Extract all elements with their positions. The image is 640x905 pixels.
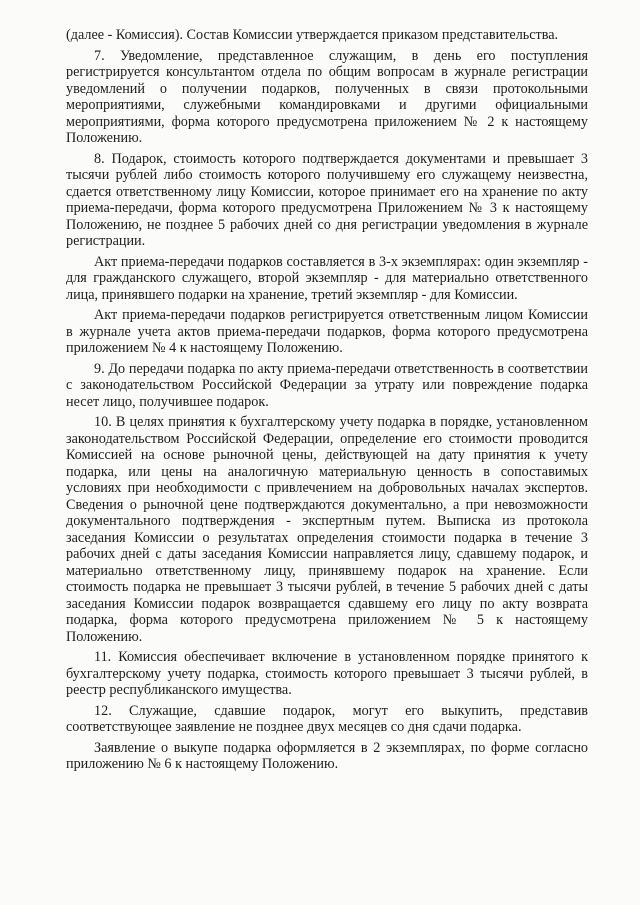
paragraph-9-responsibility: 9. До передачи подарка по акту приема-передачи ответственность в соответствии с законодательством Российской Федерации за утрату или повреждение подарка несет лицо, получившее подарок. <box>66 360 588 410</box>
paragraph-act-copies: Акт приема-передачи подарков составляется в 3-х экземплярах: один экземпляр - для гражданского служащего, второй экземпляр - для материально ответственного лица, принявшего подарки на хранение, третий экземпляр - для Комиссии. <box>66 253 588 303</box>
paragraph-commission-composition: (далее - Комиссия). Состав Комиссии утверждается приказом представительства. <box>66 27 559 43</box>
paragraph-7-notification: 7. Уведомление, представленное служащим, в день его поступления регистрируется консультантом отдела по общим вопросам в журнале регистрации уведомлений о получении подарков, полученных в связи протокольными мероприятиями, служебными командировками и другими официальными мероприятиями, форма которого предусмотрена приложением № 2 к настоящему Положению. <box>66 47 588 146</box>
paragraph-11-registry: 11. Комиссия обеспечивает включение в установленном порядке принятого к бухгалтерскому учету подарка, стоимость которого превышает 3 тысячи рублей, в реестр республиканского имущества. <box>66 649 588 698</box>
paragraph-8-gift-handover: 8. Подарок, стоимость которого подтверждается документами и превышает 3 тысячи рублей либо стоимость которого получившему его служащему неизвестна, сдается ответственному лицу Комиссии, которое принимает его на хранение по акту приема-передачи, форма которого предусмотрена Приложением № 3 к настоящему Положению, не позднее 5 рабочих дней со дня регистрации уведомления в журнале регистрации. <box>66 150 588 249</box>
paragraph-buyout-application: Заявление о выкупе подарка оформляется в 2 экземплярах, по форме согласно приложению № 6 к настоящему Положению. <box>66 739 588 772</box>
document-body <box>66 27 588 777</box>
paragraph-10-valuation: 10. В целях принятия к бухгалтерскому учету подарка в порядке, установленном законодательством Российской Федерации, определение его стоимости проводится Комиссией на основе рыночной цены, действующей на дату принятия к учету подарка, или цены на аналогичную материальную ценность в сопоставимых условиях при необходимости с привлечением на добровольных началах экспертов. Сведения о рыночной цене подтверждаются документально, а при невозможности документального подтверждения - экспертным путем. Выписка из протокола заседания Комиссии о результатах определения стоимости подарка в течение 3 рабочих дней с даты заседания Комиссии направляется лицу, сдавшему подарок, и материально ответственному лицу, принявшему подарок на хранение. Если стоимость подарка не превышает 3 тысячи рублей, в течение 5 рабочих дней с даты заседания Комиссии подарок возвращается сдавшему его лицу по акту возврата подарка, форма которого предусмотрена приложением № 5 к настоящему Положению. <box>66 414 588 645</box>
paragraph-12-buyout: 12. Служащие, сдавшие подарок, могут его выкупить, представив соответствующее заявление не позднее двух месяцев со дня сдачи подарка. <box>66 702 588 735</box>
paragraph-act-registration: Акт приема-передачи подарков регистрируется ответственным лицом Комиссии в журнале учета актов приема-передачи подарков, форма которого предусмотрена приложением № 4 к настоящему Положению. <box>66 307 588 356</box>
